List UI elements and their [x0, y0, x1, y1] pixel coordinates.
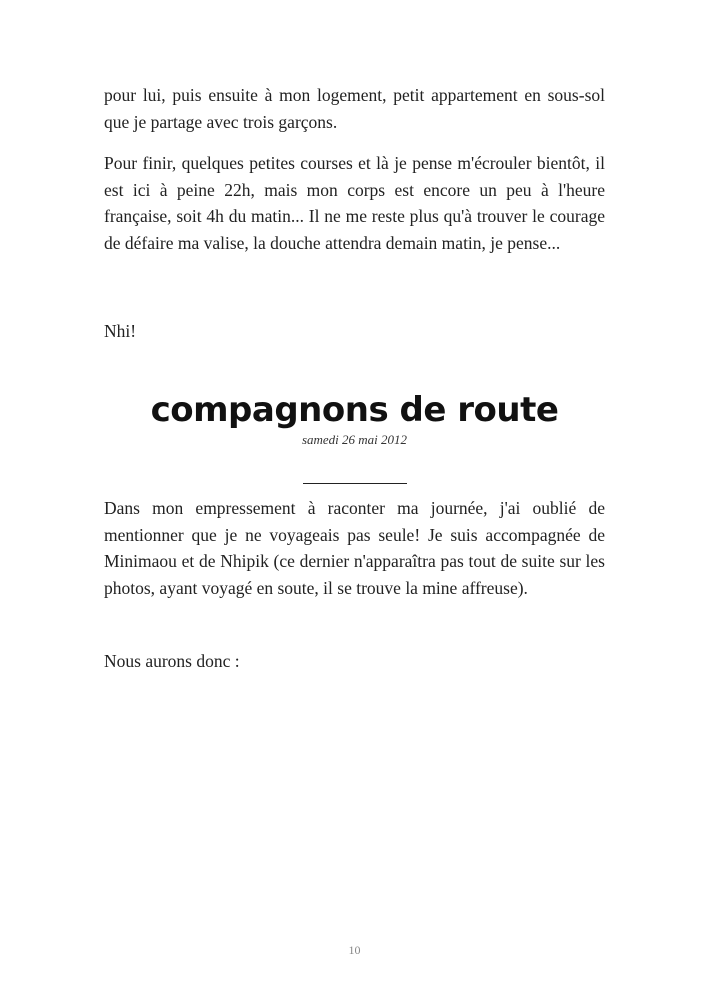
paragraph-continuation: pour lui, puis ensuite à mon logement, petit appartement en sous-sol que je partage avec trois garçons. — [104, 85, 605, 132]
paragraph-evening: Pour finir, quelques petites courses et là je pense m'écrouler bientôt, il est ici à peine 22h, mais mon corps est encore un peu à l'heure française, soit 4h du matin... Il ne me reste plus qu'à trouver le courage de défaire ma valise, la douche attendra demain matin, je pense... — [104, 153, 605, 253]
post-paragraph-companions: Dans mon empressement à raconter ma journée, j'ai oublié de mentionner que je ne voyageais pas seule! Je suis accompagnée de Minimaou et de Nhipik (ce dernier n'apparaîtra pas tout de suite sur les photos, ayant voyagé en soute, il se trouve la mine affreuse). — [104, 498, 605, 598]
page-number: 10 — [348, 943, 361, 957]
post-title: compagnons de route — [150, 390, 559, 430]
post-paragraph-intro-list: Nous aurons donc : — [104, 651, 240, 671]
paragraph-signoff: Nhi! — [104, 321, 137, 341]
post-date: samedi 26 mai 2012 — [301, 432, 408, 447]
title-divider — [303, 483, 407, 484]
